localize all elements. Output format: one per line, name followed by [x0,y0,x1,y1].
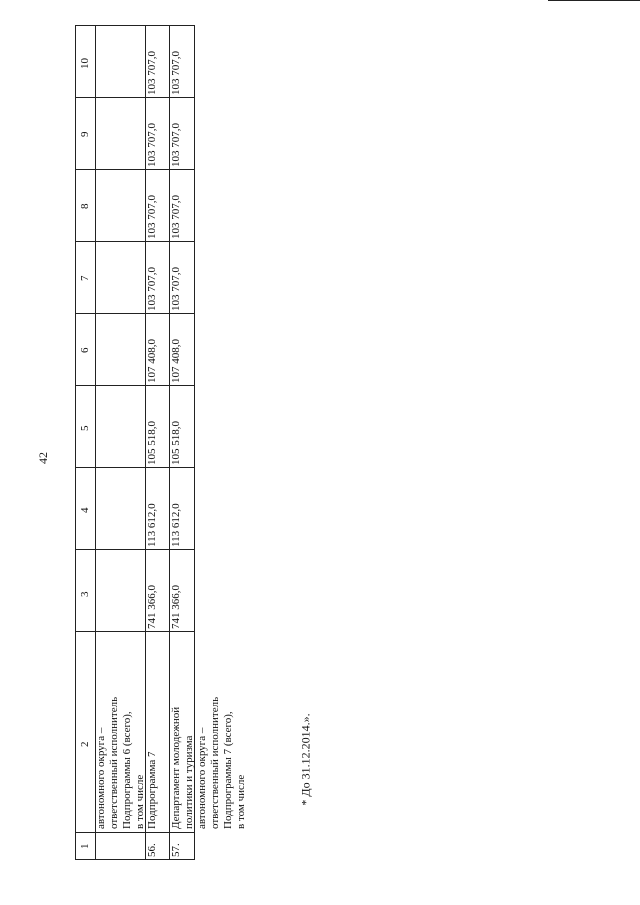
footnote: * До 31.12.2014.». [298,713,313,806]
page-number: 42 [36,452,50,464]
top-rule [548,0,640,1]
data-table: 1 2 3 4 5 6 7 8 9 10 автономного округа – ответственный исполнитель Подпрограммы 6 (всего), в том числе 56. Подпрограмма 7 741 366,0 113 612,0 105 518,0 107 408,0 103 707,0 103 707,0 103 707,0 103 707,0 57. Департамент молодежной политики и туризма автономного округа – ответственный исполнитель Подпрограммы 7 (всего), в том числе 741 366,0 113 612,0 105 518,0 107 408,0 103 707,0 103 707,0 103 707,0 103 707,0 [75,25,195,860]
